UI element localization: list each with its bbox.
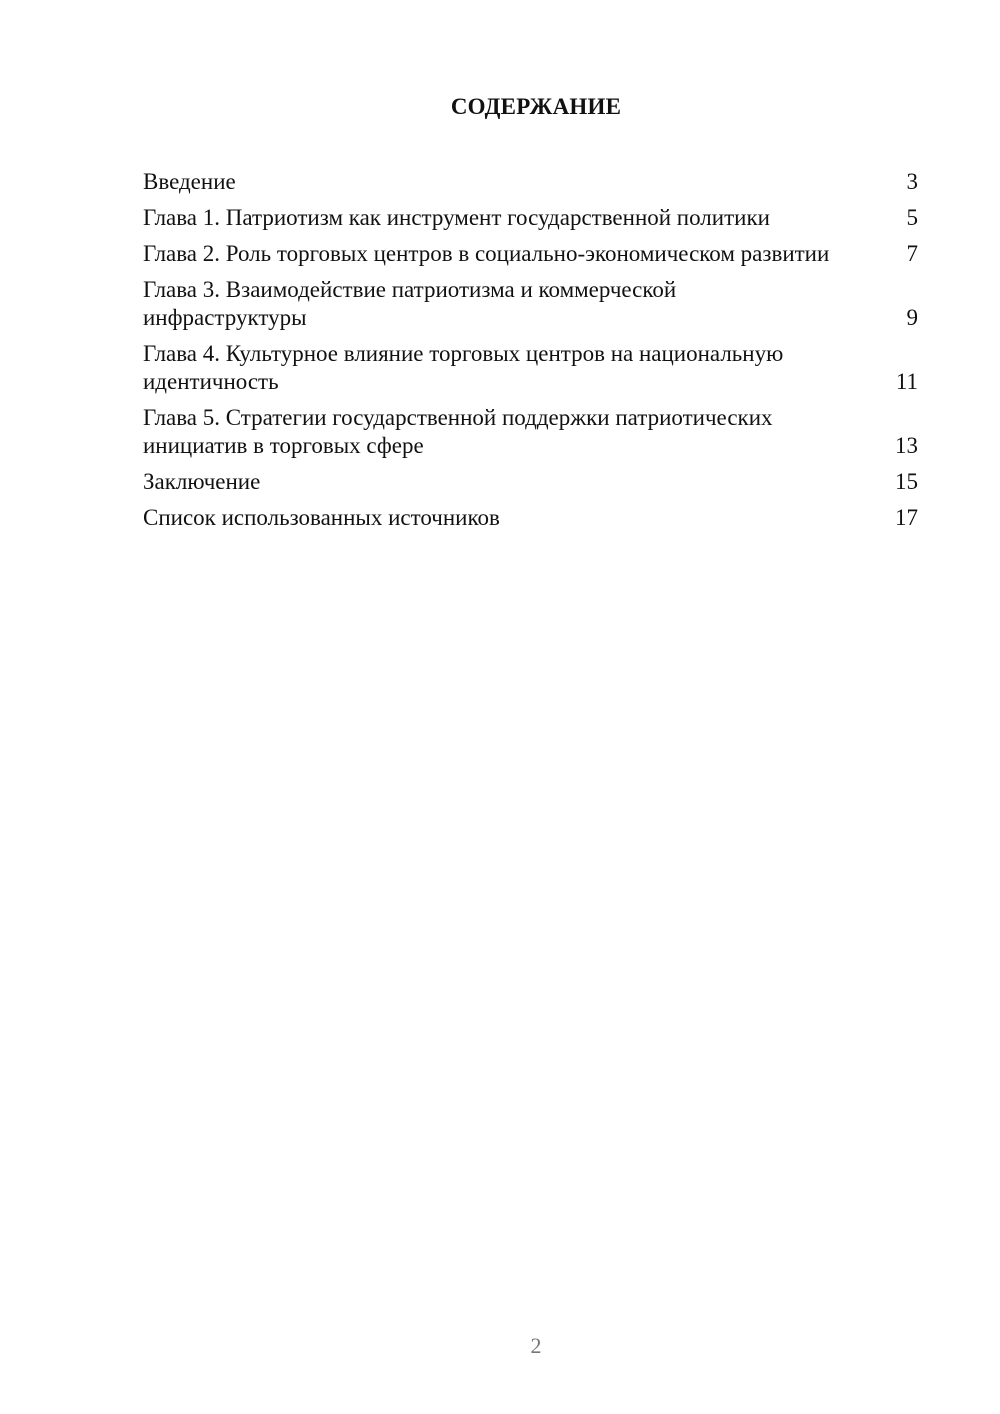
- toc-entry-chapter-4: [143, 340, 918, 396]
- toc-entry-page: 11: [895, 369, 918, 394]
- toc-entry-page: 15: [895, 469, 918, 494]
- toc-entry-page: 9: [906, 305, 918, 330]
- toc-entry-text: Глава 1. Патриотизм как инструмент государственной политики: [143, 205, 770, 230]
- toc-entry-text: Глава 2. Роль торговых центров в социально-экономическом развитии: [143, 241, 830, 266]
- toc-entry-conclusion: [143, 468, 918, 496]
- toc-entry-text: Глава 4. Культурное влияние торговых центров на национальную идентичность: [143, 341, 784, 394]
- toc-entry-references: [143, 504, 918, 532]
- toc-entry-page: 3: [906, 169, 918, 194]
- toc-entry-text: Заключение: [143, 469, 261, 494]
- toc-entry-introduction: [143, 168, 918, 196]
- toc-entry-text: Список использованных источников: [143, 505, 500, 530]
- toc-entry-chapter-5: [143, 404, 918, 460]
- page-number: 2: [530, 1333, 542, 1358]
- toc-entry-chapter-2: [143, 240, 918, 268]
- table-of-contents: [143, 168, 918, 540]
- toc-entry-page: 13: [895, 433, 918, 458]
- toc-entry-text: Введение: [143, 169, 236, 194]
- toc-entry-chapter-1: [143, 204, 918, 232]
- toc-entry-text: Глава 5. Стратегии государственной поддержки патриотических инициатив в торговых сфере: [143, 405, 773, 458]
- toc-entry-page: 7: [906, 241, 918, 266]
- toc-entry-page: 17: [895, 505, 918, 530]
- toc-entry-chapter-3: [143, 276, 918, 332]
- page-title: СОДЕРЖАНИЕ: [450, 94, 622, 119]
- toc-entry-page: 5: [906, 205, 918, 230]
- toc-entry-text: Глава 3. Взаимодействие патриотизма и коммерческой инфраструктуры: [143, 277, 677, 330]
